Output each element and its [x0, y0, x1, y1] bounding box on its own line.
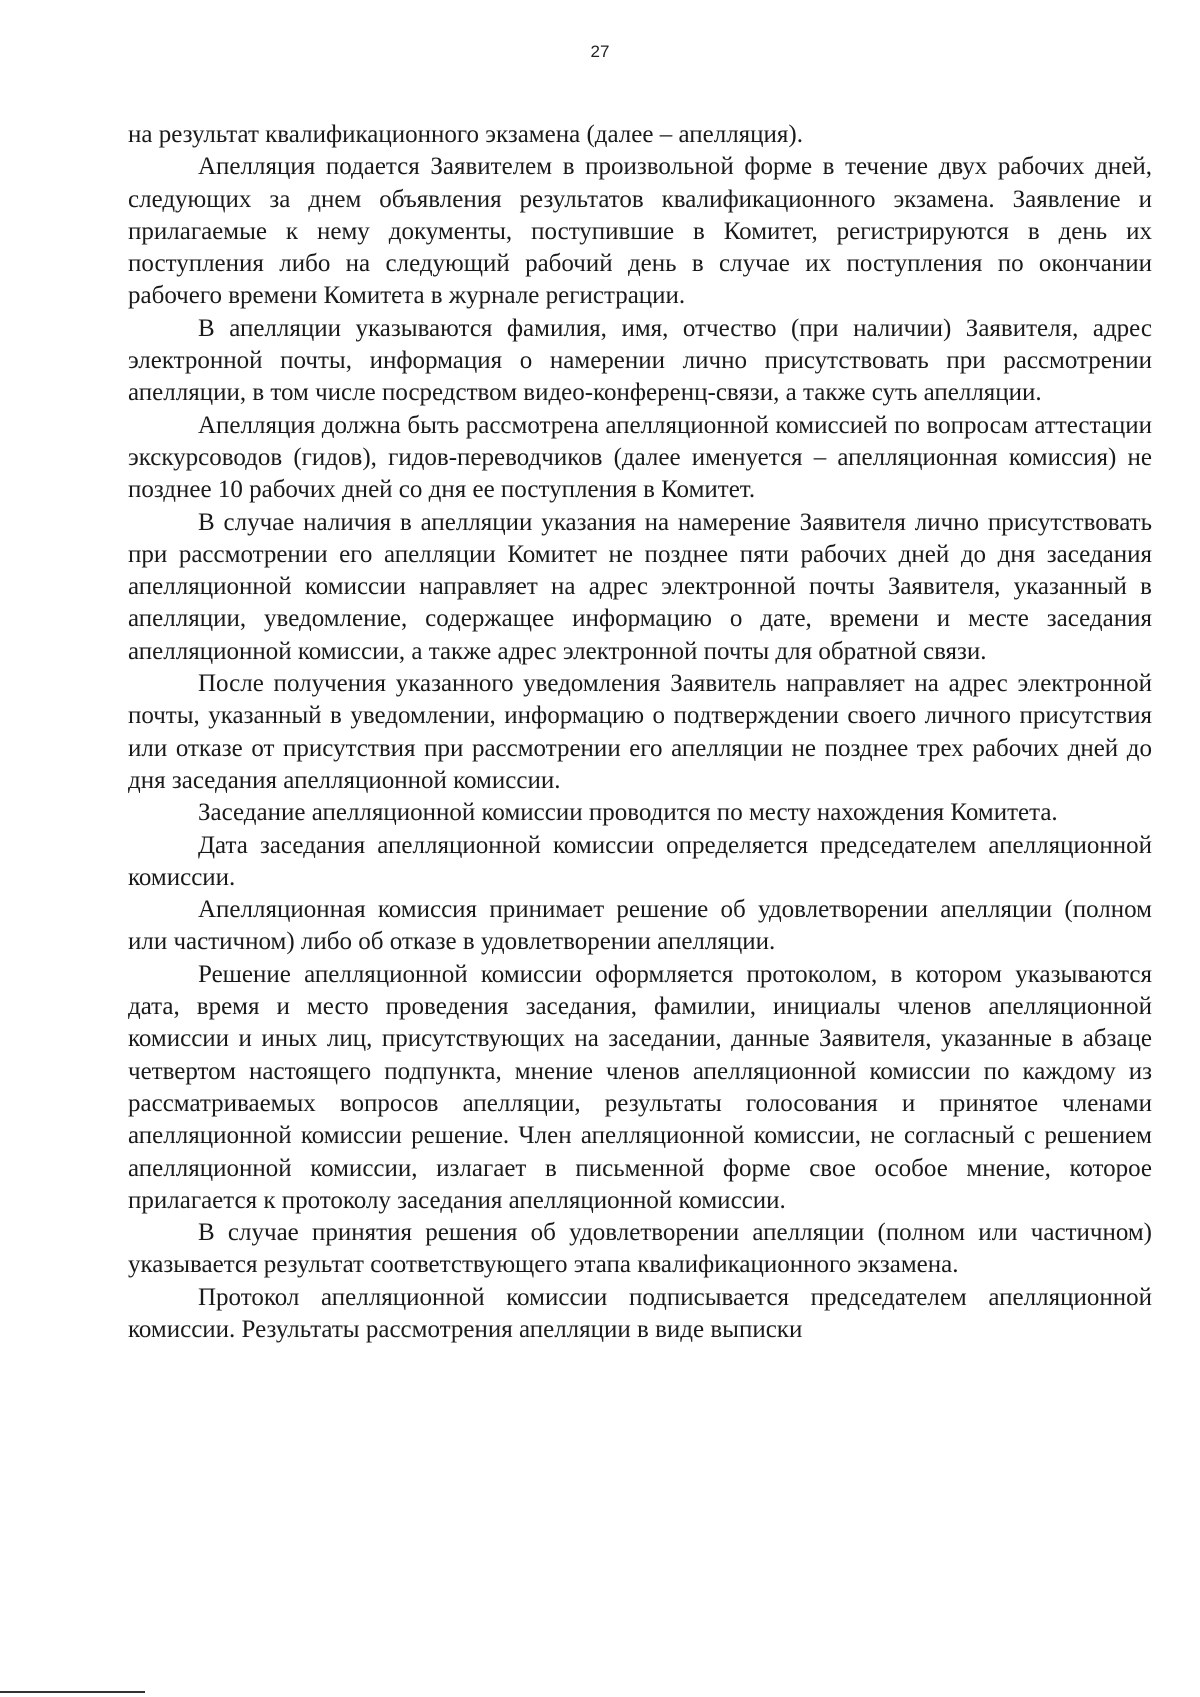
- paragraph-commission-decision: Апелляционная комиссия принимает решение об удовлетворении апелляции (полном или частичном) либо об отказе в удовлетворении апелляции.: [128, 896, 1152, 956]
- paragraph-continuation: на результат квалификационного экзамена (далее – апелляция).: [128, 121, 803, 148]
- paragraph-notification: В случае наличия в апелляции указания на намерение Заявителя лично присутствовать при рассмотрении его апелляции Комитет не позднее пяти рабочих дней до дня заседания апелляционной комиссии направляет на адрес электронной почты Заявителя, указанный в апелляции, уведомление, содержащее информацию о дате, времени и месте заседания апелляционной комиссии, а также адрес электронной почты для обратной связи.: [128, 508, 1152, 665]
- paragraph-meeting-place: Заседание апелляционной комиссии проводится по месту нахождения Комитета.: [198, 799, 1058, 827]
- paragraph-confirmation: После получения указанного уведомления Заявитель направляет на адрес электронной почты, указанный в уведомлении, информацию о подтверждении своего личного присутствия или отказе от присутствия при рассмотрении его апелляции не позднее трех рабочих дней до дня заседания апелляционной комиссии.: [128, 670, 1152, 794]
- footnote-separator: [0, 1691, 145, 1693]
- paragraph-meeting-date: Дата заседания апелляционной комиссии определяется председателем апелляционной комиссии.: [128, 831, 1152, 891]
- paragraph-appeal-submission: Апелляция подается Заявителем в произвольной форме в течение двух рабочих дней, следующих за днем объявления результатов квалификационного экзамена. Заявление и прилагаемые к нему документы, поступившие в Комитет, регистрируются в день их поступления либо на следующий рабочий день в случае их поступления по окончании рабочего времени Комитета в журнале регистрации.: [128, 153, 1152, 310]
- document-body: [128, 119, 1152, 1346]
- paragraph-satisfaction-result: В случае принятия решения об удовлетворении апелляции (полном или частичном) указывается результат соответствующего этапа квалификационного экзамена.: [128, 1219, 1152, 1279]
- paragraph-appeal-contents: В апелляции указываются фамилия, имя, отчество (при наличии) Заявителя, адрес электронной почты, информация о намерении лично присутствовать при рассмотрении апелляции, в том числе посредством видео-конференц-связи, а также суть апелляции.: [128, 314, 1152, 407]
- paragraph-protocol-signing: Протокол апелляционной комиссии подписывается председателем апелляционной комиссии. Результаты рассмотрения апелляции в виде выписки: [128, 1283, 1152, 1343]
- page-number: 27: [590, 42, 610, 61]
- paragraph-protocol: Решение апелляционной комиссии оформляется протоколом, в котором указываются дата, время и место проведения заседания, фамилии, инициалы членов апелляционной комиссии и иных лиц, присутствующих на заседании, данные Заявителя, указанные в абзаце четвертом настоящего подпункта, мнение членов апелляционной комиссии по каждому из рассматриваемых вопросов апелляции, результаты голосования и принятое членами апелляционной комиссии решение. Член апелляционной комиссии, не согласный с решением апелляционной комиссии, излагает в письменной форме свое особое мнение, которое прилагается к протоколу заседания апелляционной комиссии.: [128, 960, 1152, 1214]
- paragraph-appeal-review-term: Апелляция должна быть рассмотрена апелляционной комиссией по вопросам аттестации экскурсоводов (гидов), гидов-переводчиков (далее именуется – апелляционная комиссия) не позднее 10 рабочих дней со дня ее поступления в Комитет.: [128, 411, 1152, 504]
